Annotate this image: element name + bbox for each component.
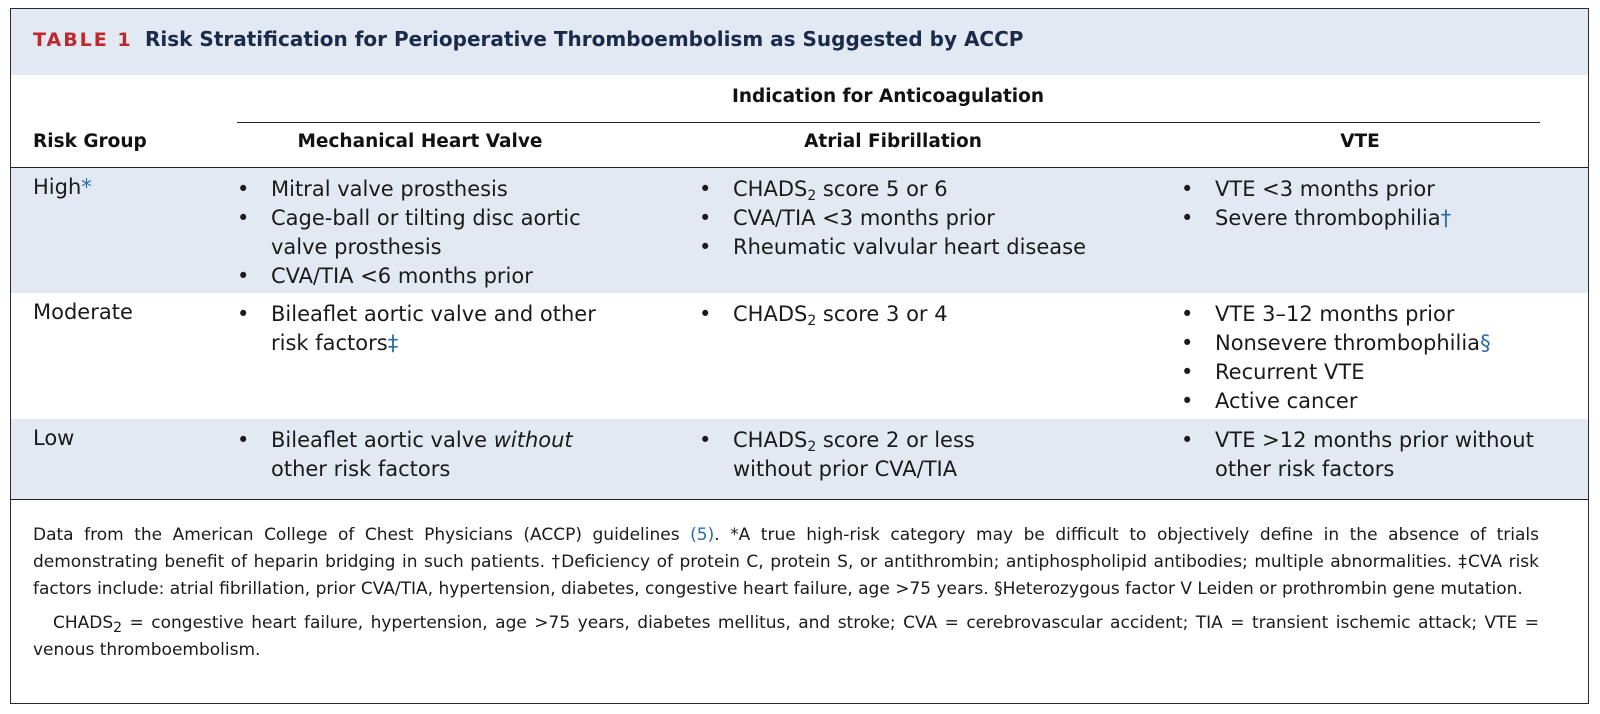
table-title-bar (11, 9, 1588, 75)
col-header-atrial-fibrillation: Atrial Fibrillation (804, 131, 982, 152)
af-cell (699, 175, 1119, 262)
list-item: • Cage-ball or tilting disc aortic valve prosthesis (237, 204, 617, 262)
af-cell (699, 300, 1119, 329)
valve-cell (237, 300, 617, 358)
table-row-moderate (11, 293, 1588, 419)
list-item: • VTE 3–12 months prior (1181, 300, 1561, 329)
vte-cell (1181, 426, 1553, 484)
group-header-rule (237, 122, 1540, 123)
list-item: • Rheumatic valvular heart disease (699, 233, 1119, 262)
list-item: • Severe thrombophilia† (1181, 204, 1561, 233)
footnote-mark: † (1440, 206, 1452, 230)
group-header: Indication for Anticoagulation (731, 86, 1045, 107)
vte-cell (1181, 175, 1561, 233)
footnote-abbreviations: $CHADS_2$ = congestive heart failure, hypertension, age >75 years, diabetes mellitus, and stroke; CVA = cerebrovascular accident; TIA = transient ischemic attack; VTE = venous thromboembolism. (33, 613, 1539, 660)
col-header-mechanical-valve: Mechanical Heart Valve (297, 131, 543, 152)
table-frame (10, 8, 1589, 704)
risk-group-cell: Low (33, 426, 75, 450)
list-item: • Nonsevere thrombophilia§ (1181, 329, 1561, 358)
list-item: • Mitral valve prosthesis (237, 175, 617, 204)
table-title: Risk Stratification for Perioperative Thromboembolism as Suggested by ACCP (145, 27, 1024, 51)
table-row-high (11, 168, 1588, 293)
list-item: • Active cancer (1181, 387, 1561, 416)
footnote-mark: ‡ (387, 331, 399, 355)
risk-group-cell: Moderate (33, 300, 133, 324)
vte-cell (1181, 300, 1561, 416)
list-item: • $CHADS_2$ score 3 or 4 (699, 300, 1119, 329)
col-header-risk-group: Risk Group (33, 131, 147, 152)
list-item: • Recurrent VTE (1181, 358, 1561, 387)
valve-cell (237, 175, 617, 291)
list-item: • Bileaflet aortic valve without other risk factors (237, 426, 617, 484)
list-item: • CVA/TIA <3 months prior (699, 204, 1119, 233)
table-row-low (11, 419, 1588, 499)
footnote-mark: § (1480, 331, 1491, 355)
footer-rule (11, 499, 1588, 500)
table-number: TABLE 1 (33, 29, 133, 51)
footnote-mark: * (81, 175, 92, 199)
list-item: • VTE >12 months prior without other risk factors (1181, 426, 1553, 484)
reference-link[interactable]: (5) (690, 525, 715, 545)
footnote-sources: Data from the American College of Chest Physicians (ACCP) guidelines (5). *A true high-risk category may be difficult to objectively define in the absence of trials demonstrating benefit of heparin bridging in such patients. †Deficiency of protein C, protein S, or antithrombin; antiphospholipid antibodies; multiple abnormalities. ‡CVA risk factors include: atrial fibrillation, prior CVA/TIA, hypertension, diabetes, congestive heart failure, age >75 years. §Heterozygous factor V Leiden or prothrombin gene mutation. (33, 525, 1539, 599)
list-item: • Bileaflet aortic valve and other risk factors‡ (237, 300, 617, 358)
list-item: • CVA/TIA <6 months prior (237, 262, 617, 291)
list-item: • $CHADS_2$ score 2 or less without prior CVA/TIA (699, 426, 1059, 484)
col-header-vte: VTE (1340, 131, 1380, 152)
valve-cell (237, 426, 617, 484)
list-item: • $CHADS_2$ score 5 or 6 (699, 175, 1119, 204)
list-item: • VTE <3 months prior (1181, 175, 1561, 204)
risk-group-cell: High* (33, 175, 92, 199)
af-cell (699, 426, 1059, 484)
